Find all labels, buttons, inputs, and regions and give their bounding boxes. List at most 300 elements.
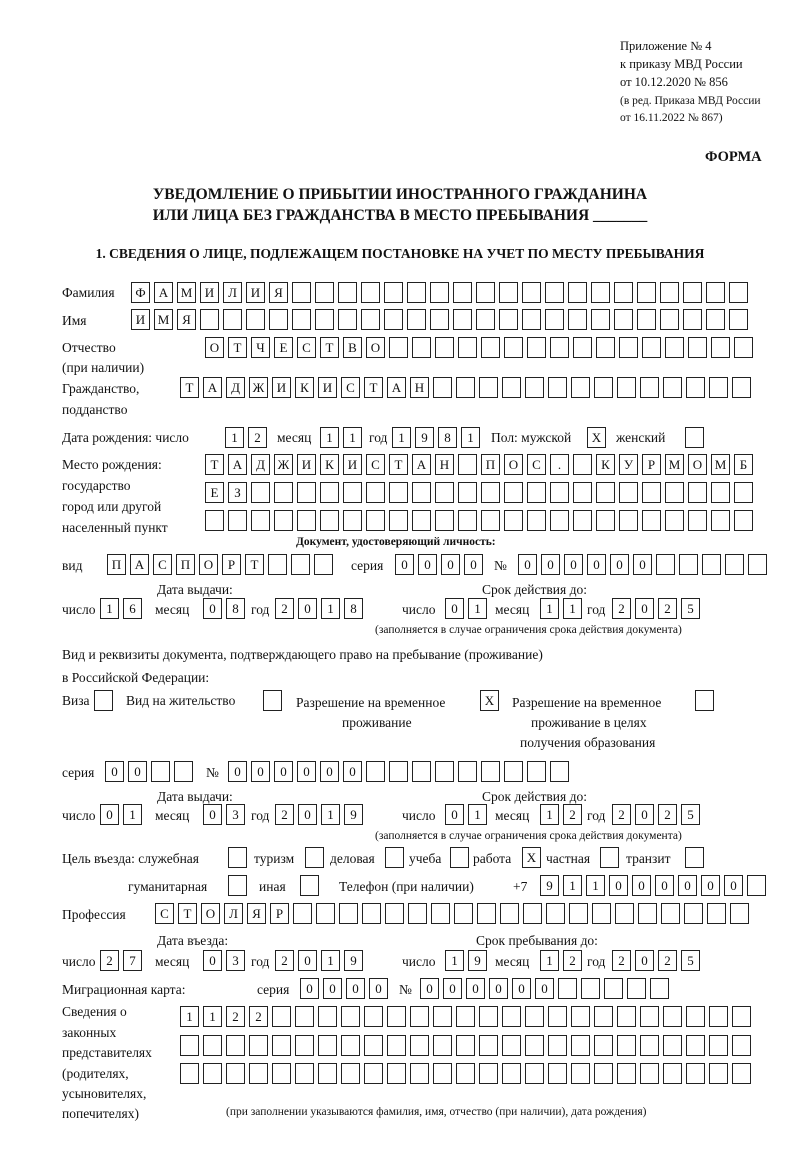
char-box[interactable]: [453, 309, 472, 330]
char-box[interactable]: 1: [320, 427, 339, 448]
char-box[interactable]: [550, 337, 569, 358]
char-box[interactable]: [688, 482, 707, 503]
char-box[interactable]: П: [107, 554, 126, 575]
char-box[interactable]: [665, 482, 684, 503]
char-box[interactable]: [525, 377, 544, 398]
char-box[interactable]: [550, 482, 569, 503]
char-box[interactable]: [594, 1006, 613, 1027]
char-box[interactable]: [300, 875, 319, 896]
char-box[interactable]: [433, 1006, 452, 1027]
char-box[interactable]: [527, 510, 546, 531]
char-box[interactable]: 1: [100, 598, 119, 619]
char-box[interactable]: 0: [251, 761, 270, 782]
char-box[interactable]: И: [318, 377, 337, 398]
char-box[interactable]: 9: [540, 875, 559, 896]
char-box[interactable]: X: [522, 847, 541, 868]
char-box[interactable]: 0: [512, 978, 531, 999]
purpose-transit-checkbox[interactable]: [685, 847, 704, 868]
char-box[interactable]: [640, 1035, 659, 1056]
char-box[interactable]: О: [366, 337, 385, 358]
char-box[interactable]: [479, 1035, 498, 1056]
char-box[interactable]: [522, 282, 541, 303]
char-box[interactable]: [246, 309, 265, 330]
char-box[interactable]: 5: [681, 804, 700, 825]
char-box[interactable]: [732, 377, 751, 398]
char-box[interactable]: [504, 337, 523, 358]
char-box[interactable]: 0: [228, 761, 247, 782]
char-box[interactable]: К: [320, 454, 339, 475]
char-box[interactable]: [573, 482, 592, 503]
char-box[interactable]: [338, 309, 357, 330]
char-box[interactable]: [695, 690, 714, 711]
char-box[interactable]: [477, 903, 496, 924]
char-box[interactable]: Ч: [251, 337, 270, 358]
char-box[interactable]: Р: [222, 554, 241, 575]
char-box[interactable]: [305, 847, 324, 868]
char-box[interactable]: Д: [226, 377, 245, 398]
char-box[interactable]: [479, 1006, 498, 1027]
char-box[interactable]: [458, 761, 477, 782]
char-box[interactable]: [592, 903, 611, 924]
char-box[interactable]: [435, 482, 454, 503]
char-box[interactable]: Ж: [274, 454, 293, 475]
char-box[interactable]: [315, 282, 334, 303]
char-box[interactable]: [525, 1035, 544, 1056]
char-box[interactable]: [545, 309, 564, 330]
char-box[interactable]: [683, 309, 702, 330]
char-box[interactable]: 0: [678, 875, 697, 896]
char-box[interactable]: 1: [540, 598, 559, 619]
char-box[interactable]: 1: [321, 804, 340, 825]
char-box[interactable]: [502, 1063, 521, 1084]
char-box[interactable]: 1: [468, 804, 487, 825]
char-box[interactable]: К: [596, 454, 615, 475]
rd-valid-month-field[interactable]: [540, 804, 582, 825]
char-box[interactable]: [642, 337, 661, 358]
char-box[interactable]: [389, 761, 408, 782]
char-box[interactable]: [573, 454, 592, 475]
representatives-field[interactable]: [180, 1035, 751, 1056]
char-box[interactable]: [571, 1063, 590, 1084]
char-box[interactable]: 2: [612, 950, 631, 971]
char-box[interactable]: [502, 1006, 521, 1027]
char-box[interactable]: [502, 1035, 521, 1056]
char-box[interactable]: [709, 1006, 728, 1027]
char-box[interactable]: [709, 1035, 728, 1056]
char-box[interactable]: 0: [297, 761, 316, 782]
char-box[interactable]: [504, 482, 523, 503]
char-box[interactable]: [709, 1063, 728, 1084]
char-box[interactable]: [295, 1063, 314, 1084]
birth-day-field[interactable]: [225, 427, 267, 448]
id-number-field[interactable]: [518, 554, 767, 575]
char-box[interactable]: П: [481, 454, 500, 475]
char-box[interactable]: 1: [586, 875, 605, 896]
char-box[interactable]: [228, 510, 247, 531]
char-box[interactable]: [638, 903, 657, 924]
char-box[interactable]: Ф: [131, 282, 150, 303]
char-box[interactable]: [292, 282, 311, 303]
char-box[interactable]: Л: [223, 282, 242, 303]
char-box[interactable]: 0: [128, 761, 147, 782]
char-box[interactable]: [642, 482, 661, 503]
char-box[interactable]: [568, 309, 587, 330]
char-box[interactable]: [456, 1006, 475, 1027]
char-box[interactable]: 0: [564, 554, 583, 575]
birth-year-field[interactable]: [392, 427, 480, 448]
rd-valid-year-field[interactable]: [612, 804, 700, 825]
char-box[interactable]: [249, 1063, 268, 1084]
rd-issue-month-field[interactable]: [203, 804, 245, 825]
purpose-humanitarian-checkbox[interactable]: [228, 875, 247, 896]
char-box[interactable]: [523, 903, 542, 924]
char-box[interactable]: [729, 282, 748, 303]
char-box[interactable]: [366, 510, 385, 531]
char-box[interactable]: С: [297, 337, 316, 358]
char-box[interactable]: [711, 510, 730, 531]
char-box[interactable]: 1: [321, 950, 340, 971]
char-box[interactable]: Т: [320, 337, 339, 358]
char-box[interactable]: [617, 1063, 636, 1084]
char-box[interactable]: 2: [275, 598, 294, 619]
char-box[interactable]: П: [176, 554, 195, 575]
char-box[interactable]: А: [412, 454, 431, 475]
char-box[interactable]: [525, 1006, 544, 1027]
char-box[interactable]: [706, 309, 725, 330]
char-box[interactable]: [226, 1063, 245, 1084]
char-box[interactable]: [734, 510, 753, 531]
id-valid-day-field[interactable]: [445, 598, 487, 619]
char-box[interactable]: 9: [415, 427, 434, 448]
char-box[interactable]: [499, 282, 518, 303]
char-box[interactable]: О: [199, 554, 218, 575]
char-box[interactable]: [456, 1063, 475, 1084]
char-box[interactable]: 0: [655, 875, 674, 896]
name-field[interactable]: [131, 309, 748, 330]
char-box[interactable]: Д: [251, 454, 270, 475]
char-box[interactable]: 0: [701, 875, 720, 896]
char-box[interactable]: [546, 903, 565, 924]
char-box[interactable]: [548, 1063, 567, 1084]
char-box[interactable]: [450, 847, 469, 868]
char-box[interactable]: [504, 510, 523, 531]
entry-month-field[interactable]: [203, 950, 245, 971]
char-box[interactable]: Т: [228, 337, 247, 358]
char-box[interactable]: [341, 1006, 360, 1027]
char-box[interactable]: [269, 309, 288, 330]
char-box[interactable]: [263, 690, 282, 711]
entry-day-field[interactable]: [100, 950, 142, 971]
char-box[interactable]: [550, 510, 569, 531]
char-box[interactable]: [291, 554, 310, 575]
char-box[interactable]: 3: [226, 950, 245, 971]
birthplace-field[interactable]: [205, 454, 753, 475]
char-box[interactable]: [272, 1035, 291, 1056]
char-box[interactable]: 1: [445, 950, 464, 971]
purpose-study-checkbox[interactable]: [450, 847, 469, 868]
char-box[interactable]: [268, 554, 287, 575]
char-box[interactable]: [604, 978, 623, 999]
char-box[interactable]: [479, 377, 498, 398]
char-box[interactable]: [522, 309, 541, 330]
char-box[interactable]: [458, 337, 477, 358]
char-box[interactable]: [297, 510, 316, 531]
char-box[interactable]: А: [203, 377, 222, 398]
char-box[interactable]: [228, 875, 247, 896]
char-box[interactable]: [433, 1063, 452, 1084]
sex-female-checkbox[interactable]: [685, 427, 704, 448]
char-box[interactable]: Я: [269, 282, 288, 303]
char-box[interactable]: [387, 1006, 406, 1027]
char-box[interactable]: 0: [518, 554, 537, 575]
char-box[interactable]: А: [154, 282, 173, 303]
rd-valid-day-field[interactable]: [445, 804, 487, 825]
char-box[interactable]: 0: [724, 875, 743, 896]
char-box[interactable]: [614, 309, 633, 330]
rd-issue-day-field[interactable]: [100, 804, 142, 825]
char-box[interactable]: [433, 377, 452, 398]
surname-field[interactable]: [131, 282, 748, 303]
char-box[interactable]: [431, 903, 450, 924]
char-box[interactable]: 2: [226, 1006, 245, 1027]
char-box[interactable]: [594, 1035, 613, 1056]
char-box[interactable]: И: [272, 377, 291, 398]
char-box[interactable]: 0: [445, 598, 464, 619]
migration-card-series-field[interactable]: [300, 978, 388, 999]
char-box[interactable]: [665, 337, 684, 358]
id-issue-month-field[interactable]: [203, 598, 245, 619]
birthplace-field[interactable]: [205, 482, 753, 503]
char-box[interactable]: 0: [466, 978, 485, 999]
char-box[interactable]: [389, 337, 408, 358]
char-box[interactable]: [683, 282, 702, 303]
char-box[interactable]: [180, 1035, 199, 1056]
char-box[interactable]: [707, 903, 726, 924]
char-box[interactable]: [343, 510, 362, 531]
char-box[interactable]: С: [155, 903, 174, 924]
char-box[interactable]: [366, 482, 385, 503]
char-box[interactable]: 1: [392, 427, 411, 448]
char-box[interactable]: 0: [300, 978, 319, 999]
char-box[interactable]: [481, 482, 500, 503]
char-box[interactable]: [389, 482, 408, 503]
char-box[interactable]: [410, 1006, 429, 1027]
char-box[interactable]: М: [177, 282, 196, 303]
char-box[interactable]: [550, 761, 569, 782]
char-box[interactable]: 0: [369, 978, 388, 999]
char-box[interactable]: [619, 510, 638, 531]
char-box[interactable]: 2: [563, 950, 582, 971]
char-box[interactable]: [640, 377, 659, 398]
char-box[interactable]: С: [366, 454, 385, 475]
char-box[interactable]: [725, 554, 744, 575]
char-box[interactable]: [686, 377, 705, 398]
char-box[interactable]: [453, 282, 472, 303]
char-box[interactable]: [435, 337, 454, 358]
char-box[interactable]: 2: [563, 804, 582, 825]
char-box[interactable]: 2: [612, 804, 631, 825]
char-box[interactable]: О: [205, 337, 224, 358]
char-box[interactable]: [274, 510, 293, 531]
char-box[interactable]: [573, 337, 592, 358]
char-box[interactable]: 0: [395, 554, 414, 575]
char-box[interactable]: [320, 510, 339, 531]
id-valid-year-field[interactable]: [612, 598, 700, 619]
citizenship-field[interactable]: [180, 377, 751, 398]
char-box[interactable]: [688, 510, 707, 531]
char-box[interactable]: [318, 1006, 337, 1027]
char-box[interactable]: [410, 1063, 429, 1084]
char-box[interactable]: [527, 761, 546, 782]
char-box[interactable]: [408, 903, 427, 924]
char-box[interactable]: А: [130, 554, 149, 575]
char-box[interactable]: О: [688, 454, 707, 475]
char-box[interactable]: [361, 282, 380, 303]
char-box[interactable]: 0: [343, 761, 362, 782]
char-box[interactable]: 2: [658, 804, 677, 825]
char-box[interactable]: 0: [105, 761, 124, 782]
char-box[interactable]: К: [295, 377, 314, 398]
char-box[interactable]: [650, 978, 669, 999]
char-box[interactable]: [688, 337, 707, 358]
char-box[interactable]: 5: [681, 950, 700, 971]
char-box[interactable]: [684, 903, 703, 924]
char-box[interactable]: [454, 903, 473, 924]
char-box[interactable]: [500, 903, 519, 924]
char-box[interactable]: [729, 309, 748, 330]
char-box[interactable]: [656, 554, 675, 575]
char-box[interactable]: [314, 554, 333, 575]
char-box[interactable]: С: [527, 454, 546, 475]
char-box[interactable]: О: [504, 454, 523, 475]
char-box[interactable]: [203, 1063, 222, 1084]
char-box[interactable]: [362, 903, 381, 924]
char-box[interactable]: 1: [123, 804, 142, 825]
char-box[interactable]: [249, 1035, 268, 1056]
char-box[interactable]: 1: [540, 804, 559, 825]
temp-residence-education-checkbox[interactable]: [695, 690, 714, 711]
char-box[interactable]: [364, 1063, 383, 1084]
char-box[interactable]: [151, 761, 170, 782]
char-box[interactable]: [711, 482, 730, 503]
char-box[interactable]: 9: [344, 950, 363, 971]
char-box[interactable]: 0: [346, 978, 365, 999]
char-box[interactable]: 6: [123, 598, 142, 619]
char-box[interactable]: 0: [535, 978, 554, 999]
char-box[interactable]: [640, 1006, 659, 1027]
char-box[interactable]: [627, 978, 646, 999]
id-series-field[interactable]: [395, 554, 483, 575]
purpose-business-checkbox[interactable]: [385, 847, 404, 868]
char-box[interactable]: [412, 337, 431, 358]
char-box[interactable]: 2: [100, 950, 119, 971]
stay-day-field[interactable]: [445, 950, 487, 971]
char-box[interactable]: [251, 482, 270, 503]
char-box[interactable]: [596, 337, 615, 358]
char-box[interactable]: 1: [563, 598, 582, 619]
char-box[interactable]: [504, 761, 523, 782]
char-box[interactable]: [660, 309, 679, 330]
char-box[interactable]: 1: [540, 950, 559, 971]
char-box[interactable]: [617, 1035, 636, 1056]
char-box[interactable]: [387, 1063, 406, 1084]
char-box[interactable]: [295, 1006, 314, 1027]
purpose-tourism-checkbox[interactable]: [305, 847, 324, 868]
char-box[interactable]: [203, 1035, 222, 1056]
char-box[interactable]: [315, 309, 334, 330]
purpose-other-checkbox[interactable]: [300, 875, 319, 896]
char-box[interactable]: 0: [323, 978, 342, 999]
char-box[interactable]: Б: [734, 454, 753, 475]
purpose-work-checkbox[interactable]: [522, 847, 541, 868]
char-box[interactable]: 8: [226, 598, 245, 619]
char-box[interactable]: [435, 761, 454, 782]
char-box[interactable]: [458, 482, 477, 503]
char-box[interactable]: [663, 1063, 682, 1084]
char-box[interactable]: З: [228, 482, 247, 503]
id-valid-month-field[interactable]: [540, 598, 582, 619]
char-box[interactable]: Р: [642, 454, 661, 475]
char-box[interactable]: [479, 1063, 498, 1084]
char-box[interactable]: [481, 510, 500, 531]
char-box[interactable]: [295, 1035, 314, 1056]
char-box[interactable]: [458, 454, 477, 475]
migration-card-number-field[interactable]: [420, 978, 669, 999]
char-box[interactable]: [366, 761, 385, 782]
char-box[interactable]: [412, 482, 431, 503]
char-box[interactable]: [476, 309, 495, 330]
char-box[interactable]: 0: [635, 598, 654, 619]
char-box[interactable]: [385, 847, 404, 868]
char-box[interactable]: 0: [635, 804, 654, 825]
char-box[interactable]: [706, 282, 725, 303]
char-box[interactable]: [591, 282, 610, 303]
char-box[interactable]: [615, 903, 634, 924]
char-box[interactable]: [318, 1035, 337, 1056]
char-box[interactable]: 0: [420, 978, 439, 999]
char-box[interactable]: [384, 309, 403, 330]
char-box[interactable]: 1: [343, 427, 362, 448]
rd-issue-year-field[interactable]: [275, 804, 363, 825]
char-box[interactable]: [734, 482, 753, 503]
char-box[interactable]: А: [228, 454, 247, 475]
purpose-private-checkbox[interactable]: [600, 847, 619, 868]
char-box[interactable]: [341, 1063, 360, 1084]
char-box[interactable]: [642, 510, 661, 531]
char-box[interactable]: [412, 761, 431, 782]
char-box[interactable]: [640, 1063, 659, 1084]
char-box[interactable]: 7: [123, 950, 142, 971]
char-box[interactable]: [732, 1006, 751, 1027]
char-box[interactable]: [430, 309, 449, 330]
char-box[interactable]: В: [343, 337, 362, 358]
char-box[interactable]: [734, 337, 753, 358]
visa-checkbox[interactable]: [94, 690, 113, 711]
char-box[interactable]: [316, 903, 335, 924]
char-box[interactable]: 0: [100, 804, 119, 825]
char-box[interactable]: 0: [541, 554, 560, 575]
phone-field[interactable]: [540, 875, 766, 896]
purpose-official-checkbox[interactable]: [228, 847, 247, 868]
char-box[interactable]: [591, 309, 610, 330]
char-box[interactable]: [456, 1035, 475, 1056]
entry-year-field[interactable]: [275, 950, 363, 971]
char-box[interactable]: [499, 309, 518, 330]
char-box[interactable]: [569, 903, 588, 924]
char-box[interactable]: 2: [248, 427, 267, 448]
birth-month-field[interactable]: [320, 427, 362, 448]
char-box[interactable]: [548, 1006, 567, 1027]
